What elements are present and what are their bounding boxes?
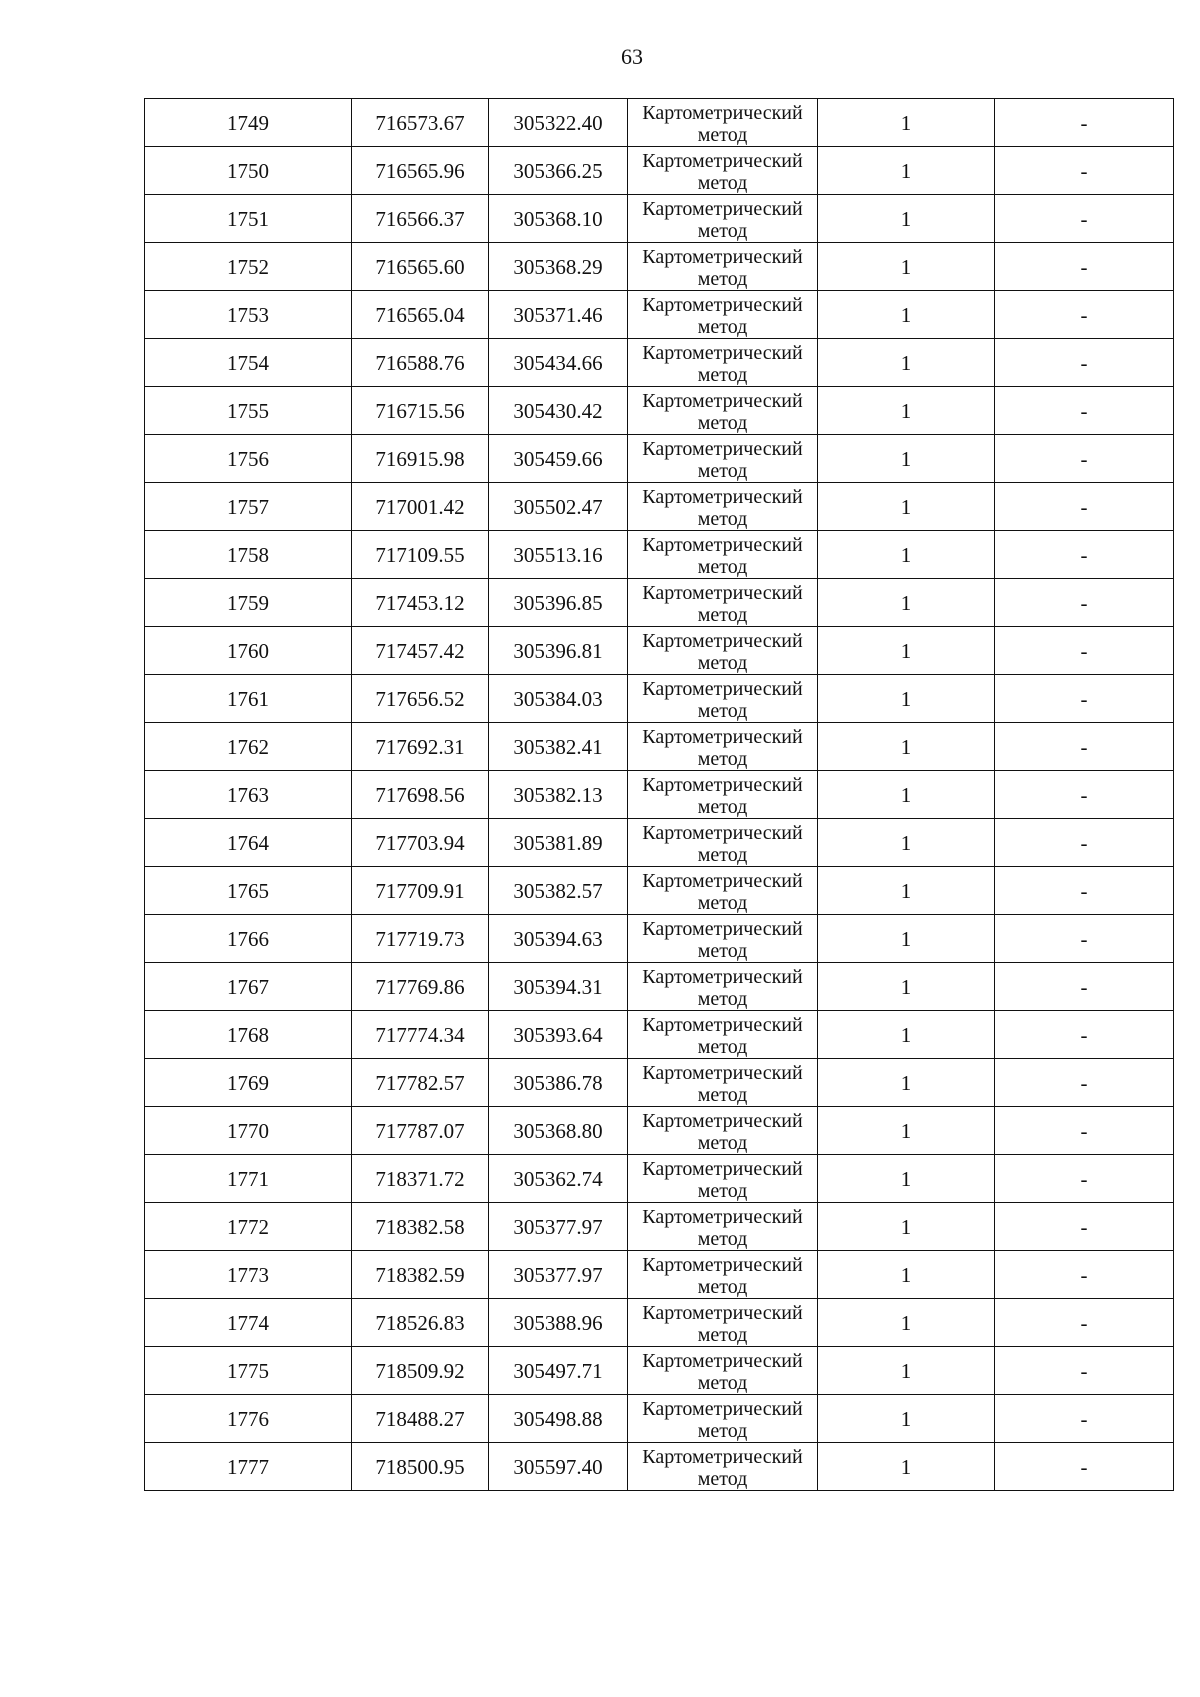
- method-line-1: Картометрический: [642, 485, 803, 508]
- note-cell: -: [995, 1107, 1174, 1155]
- table-row: [145, 1395, 1174, 1443]
- method-line-1: Картометрический: [642, 677, 803, 700]
- table-row: [145, 147, 1174, 195]
- note-cell: -: [995, 339, 1174, 387]
- table-row: [145, 243, 1174, 291]
- y-coordinate-cell: 305396.85: [489, 579, 628, 627]
- point-number-cell: 1765: [145, 867, 352, 915]
- method-line-2: метод: [697, 603, 748, 626]
- note-cell: -: [995, 723, 1174, 771]
- table-row: [145, 435, 1174, 483]
- method-line-2: метод: [697, 507, 748, 530]
- y-coordinate-cell: 305498.88: [489, 1395, 628, 1443]
- x-coordinate-cell: 717457.42: [352, 627, 489, 675]
- method-cell: [628, 291, 818, 339]
- method-cell: [628, 1059, 818, 1107]
- y-coordinate-cell: 305502.47: [489, 483, 628, 531]
- method-line-2: метод: [697, 1275, 748, 1298]
- accuracy-cell: 1: [818, 291, 995, 339]
- x-coordinate-cell: 718526.83: [352, 1299, 489, 1347]
- x-coordinate-cell: 717453.12: [352, 579, 489, 627]
- method-cell: [628, 1395, 818, 1443]
- accuracy-cell: 1: [818, 915, 995, 963]
- note-cell: -: [995, 1155, 1174, 1203]
- method-cell: [628, 387, 818, 435]
- table-row: [145, 1059, 1174, 1107]
- y-coordinate-cell: 305368.29: [489, 243, 628, 291]
- x-coordinate-cell: 717001.42: [352, 483, 489, 531]
- method-cell: [628, 675, 818, 723]
- method-cell: [628, 771, 818, 819]
- method-cell: [628, 1251, 818, 1299]
- method-line-1: Картометрический: [642, 245, 803, 268]
- note-cell: -: [995, 243, 1174, 291]
- x-coordinate-cell: 717769.86: [352, 963, 489, 1011]
- x-coordinate-cell: 717698.56: [352, 771, 489, 819]
- y-coordinate-cell: 305434.66: [489, 339, 628, 387]
- method-line-1: Картометрический: [642, 1061, 803, 1084]
- table-row: [145, 483, 1174, 531]
- point-number-cell: 1762: [145, 723, 352, 771]
- x-coordinate-cell: 718382.58: [352, 1203, 489, 1251]
- point-number-cell: 1751: [145, 195, 352, 243]
- point-number-cell: 1760: [145, 627, 352, 675]
- x-coordinate-cell: 716566.37: [352, 195, 489, 243]
- method-line-2: метод: [697, 219, 748, 242]
- point-number-cell: 1757: [145, 483, 352, 531]
- note-cell: -: [995, 147, 1174, 195]
- accuracy-cell: 1: [818, 819, 995, 867]
- method-cell: [628, 1011, 818, 1059]
- note-cell: -: [995, 675, 1174, 723]
- method-line-2: метод: [697, 459, 748, 482]
- method-line-1: Картометрический: [642, 341, 803, 364]
- y-coordinate-cell: 305597.40: [489, 1443, 628, 1491]
- accuracy-cell: 1: [818, 99, 995, 147]
- x-coordinate-cell: 718371.72: [352, 1155, 489, 1203]
- x-coordinate-cell: 717787.07: [352, 1107, 489, 1155]
- point-number-cell: 1758: [145, 531, 352, 579]
- accuracy-cell: 1: [818, 1395, 995, 1443]
- method-line-1: Картометрический: [642, 389, 803, 412]
- y-coordinate-cell: 305381.89: [489, 819, 628, 867]
- method-cell: [628, 1347, 818, 1395]
- accuracy-cell: 1: [818, 531, 995, 579]
- note-cell: -: [995, 1059, 1174, 1107]
- accuracy-cell: 1: [818, 387, 995, 435]
- point-number-cell: 1759: [145, 579, 352, 627]
- point-number-cell: 1752: [145, 243, 352, 291]
- accuracy-cell: 1: [818, 723, 995, 771]
- table-row: [145, 99, 1174, 147]
- table-row: [145, 579, 1174, 627]
- x-coordinate-cell: 718500.95: [352, 1443, 489, 1491]
- method-line-1: Картометрический: [642, 1301, 803, 1324]
- point-number-cell: 1750: [145, 147, 352, 195]
- table-row: [145, 1299, 1174, 1347]
- table-row: [145, 387, 1174, 435]
- point-number-cell: 1754: [145, 339, 352, 387]
- y-coordinate-cell: 305377.97: [489, 1251, 628, 1299]
- method-line-1: Картометрический: [642, 725, 803, 748]
- point-number-cell: 1763: [145, 771, 352, 819]
- method-cell: [628, 435, 818, 483]
- note-cell: -: [995, 291, 1174, 339]
- method-line-1: Картометрический: [642, 965, 803, 988]
- method-cell: [628, 1203, 818, 1251]
- note-cell: -: [995, 915, 1174, 963]
- note-cell: -: [995, 483, 1174, 531]
- method-cell: [628, 579, 818, 627]
- accuracy-cell: 1: [818, 867, 995, 915]
- table-row: [145, 915, 1174, 963]
- y-coordinate-cell: 305362.74: [489, 1155, 628, 1203]
- x-coordinate-cell: 716573.67: [352, 99, 489, 147]
- table-row: [145, 1347, 1174, 1395]
- point-number-cell: 1775: [145, 1347, 352, 1395]
- method-cell: [628, 627, 818, 675]
- note-cell: -: [995, 1395, 1174, 1443]
- x-coordinate-cell: 717709.91: [352, 867, 489, 915]
- table-row: [145, 723, 1174, 771]
- point-number-cell: 1769: [145, 1059, 352, 1107]
- point-number-cell: 1776: [145, 1395, 352, 1443]
- point-number-cell: 1761: [145, 675, 352, 723]
- y-coordinate-cell: 305386.78: [489, 1059, 628, 1107]
- x-coordinate-cell: 716565.96: [352, 147, 489, 195]
- method-line-2: метод: [697, 891, 748, 914]
- accuracy-cell: 1: [818, 1203, 995, 1251]
- x-coordinate-cell: 716715.56: [352, 387, 489, 435]
- x-coordinate-cell: 716915.98: [352, 435, 489, 483]
- point-number-cell: 1767: [145, 963, 352, 1011]
- accuracy-cell: 1: [818, 339, 995, 387]
- point-number-cell: 1774: [145, 1299, 352, 1347]
- note-cell: -: [995, 1251, 1174, 1299]
- y-coordinate-cell: 305394.31: [489, 963, 628, 1011]
- point-number-cell: 1766: [145, 915, 352, 963]
- note-cell: -: [995, 1011, 1174, 1059]
- note-cell: -: [995, 867, 1174, 915]
- method-line-1: Картометрический: [642, 197, 803, 220]
- method-cell: [628, 867, 818, 915]
- y-coordinate-cell: 305459.66: [489, 435, 628, 483]
- point-number-cell: 1755: [145, 387, 352, 435]
- method-line-1: Картометрический: [642, 149, 803, 172]
- accuracy-cell: 1: [818, 1443, 995, 1491]
- method-line-2: метод: [697, 267, 748, 290]
- table-row: [145, 1203, 1174, 1251]
- method-cell: [628, 531, 818, 579]
- method-line-2: метод: [697, 123, 748, 146]
- note-cell: -: [995, 771, 1174, 819]
- method-line-1: Картометрический: [642, 869, 803, 892]
- table-row: [145, 1155, 1174, 1203]
- accuracy-cell: 1: [818, 1107, 995, 1155]
- method-line-2: метод: [697, 1419, 748, 1442]
- x-coordinate-cell: 716565.60: [352, 243, 489, 291]
- method-line-2: метод: [697, 1179, 748, 1202]
- method-line-1: Картометрический: [642, 1205, 803, 1228]
- point-number-cell: 1756: [145, 435, 352, 483]
- method-line-2: метод: [697, 555, 748, 578]
- note-cell: -: [995, 387, 1174, 435]
- y-coordinate-cell: 305396.81: [489, 627, 628, 675]
- method-cell: [628, 1299, 818, 1347]
- method-cell: [628, 1155, 818, 1203]
- x-coordinate-cell: 718488.27: [352, 1395, 489, 1443]
- method-cell: [628, 963, 818, 1011]
- accuracy-cell: 1: [818, 1155, 995, 1203]
- table-row: [145, 771, 1174, 819]
- note-cell: -: [995, 579, 1174, 627]
- method-line-2: метод: [697, 987, 748, 1010]
- method-line-1: Картометрический: [642, 917, 803, 940]
- method-line-2: метод: [697, 171, 748, 194]
- method-line-1: Картометрический: [642, 437, 803, 460]
- x-coordinate-cell: 717782.57: [352, 1059, 489, 1107]
- method-cell: [628, 1107, 818, 1155]
- accuracy-cell: 1: [818, 771, 995, 819]
- accuracy-cell: 1: [818, 1011, 995, 1059]
- method-line-2: метод: [697, 363, 748, 386]
- note-cell: -: [995, 1299, 1174, 1347]
- point-number-cell: 1773: [145, 1251, 352, 1299]
- accuracy-cell: 1: [818, 579, 995, 627]
- table-row: [145, 963, 1174, 1011]
- method-line-2: метод: [697, 651, 748, 674]
- x-coordinate-cell: 717656.52: [352, 675, 489, 723]
- point-number-cell: 1753: [145, 291, 352, 339]
- y-coordinate-cell: 305382.13: [489, 771, 628, 819]
- x-coordinate-cell: 717719.73: [352, 915, 489, 963]
- method-line-1: Картометрический: [642, 1253, 803, 1276]
- y-coordinate-cell: 305393.64: [489, 1011, 628, 1059]
- accuracy-cell: 1: [818, 627, 995, 675]
- y-coordinate-cell: 305368.10: [489, 195, 628, 243]
- point-number-cell: 1764: [145, 819, 352, 867]
- method-line-1: Картометрический: [642, 821, 803, 844]
- table-row: [145, 1251, 1174, 1299]
- accuracy-cell: 1: [818, 675, 995, 723]
- method-cell: [628, 147, 818, 195]
- table-row: [145, 195, 1174, 243]
- method-cell: [628, 723, 818, 771]
- table-row: [145, 1107, 1174, 1155]
- table-row: [145, 675, 1174, 723]
- method-line-2: метод: [697, 411, 748, 434]
- note-cell: -: [995, 435, 1174, 483]
- accuracy-cell: 1: [818, 1059, 995, 1107]
- y-coordinate-cell: 305382.57: [489, 867, 628, 915]
- point-number-cell: 1771: [145, 1155, 352, 1203]
- x-coordinate-cell: 717692.31: [352, 723, 489, 771]
- method-line-1: Картометрический: [642, 629, 803, 652]
- method-line-1: Картометрический: [642, 1013, 803, 1036]
- method-line-1: Картометрический: [642, 293, 803, 316]
- point-number-cell: 1768: [145, 1011, 352, 1059]
- y-coordinate-cell: 305497.71: [489, 1347, 628, 1395]
- note-cell: -: [995, 531, 1174, 579]
- y-coordinate-cell: 305388.96: [489, 1299, 628, 1347]
- x-coordinate-cell: 717703.94: [352, 819, 489, 867]
- accuracy-cell: 1: [818, 1251, 995, 1299]
- note-cell: -: [995, 819, 1174, 867]
- point-number-cell: 1772: [145, 1203, 352, 1251]
- method-line-1: Картометрический: [642, 1349, 803, 1372]
- point-number-cell: 1749: [145, 99, 352, 147]
- method-line-2: метод: [697, 1035, 748, 1058]
- x-coordinate-cell: 718509.92: [352, 1347, 489, 1395]
- method-line-2: метод: [697, 747, 748, 770]
- method-cell: [628, 483, 818, 531]
- method-line-1: Картометрический: [642, 773, 803, 796]
- method-cell: [628, 915, 818, 963]
- method-line-1: Картометрический: [642, 1157, 803, 1180]
- method-line-1: Картометрический: [642, 1397, 803, 1420]
- method-cell: [628, 243, 818, 291]
- accuracy-cell: 1: [818, 483, 995, 531]
- y-coordinate-cell: 305384.03: [489, 675, 628, 723]
- x-coordinate-cell: 718382.59: [352, 1251, 489, 1299]
- y-coordinate-cell: 305322.40: [489, 99, 628, 147]
- table-row: [145, 1011, 1174, 1059]
- table-row: [145, 531, 1174, 579]
- note-cell: -: [995, 99, 1174, 147]
- method-line-2: метод: [697, 843, 748, 866]
- point-number-cell: 1777: [145, 1443, 352, 1491]
- note-cell: -: [995, 1443, 1174, 1491]
- y-coordinate-cell: 305366.25: [489, 147, 628, 195]
- page-number: 63: [621, 44, 643, 69]
- accuracy-cell: 1: [818, 963, 995, 1011]
- table-row: [145, 819, 1174, 867]
- method-line-1: Картометрический: [642, 1445, 803, 1468]
- point-number-cell: 1770: [145, 1107, 352, 1155]
- method-line-2: метод: [697, 1083, 748, 1106]
- method-cell: [628, 99, 818, 147]
- accuracy-cell: 1: [818, 147, 995, 195]
- y-coordinate-cell: 305430.42: [489, 387, 628, 435]
- accuracy-cell: 1: [818, 1299, 995, 1347]
- accuracy-cell: 1: [818, 435, 995, 483]
- method-line-2: метод: [697, 1467, 748, 1490]
- note-cell: -: [995, 1203, 1174, 1251]
- method-line-1: Картометрический: [642, 533, 803, 556]
- y-coordinate-cell: 305382.41: [489, 723, 628, 771]
- table-row: [145, 339, 1174, 387]
- accuracy-cell: 1: [818, 1347, 995, 1395]
- y-coordinate-cell: 305371.46: [489, 291, 628, 339]
- method-cell: [628, 339, 818, 387]
- x-coordinate-cell: 717774.34: [352, 1011, 489, 1059]
- accuracy-cell: 1: [818, 243, 995, 291]
- method-cell: [628, 195, 818, 243]
- y-coordinate-cell: 305368.80: [489, 1107, 628, 1155]
- note-cell: -: [995, 1347, 1174, 1395]
- table-row: [145, 627, 1174, 675]
- table-row: [145, 1443, 1174, 1491]
- method-line-2: метод: [697, 795, 748, 818]
- x-coordinate-cell: 716588.76: [352, 339, 489, 387]
- method-line-2: метод: [697, 1131, 748, 1154]
- method-line-2: метод: [697, 699, 748, 722]
- coordinates-table-body: [145, 99, 1174, 1491]
- y-coordinate-cell: 305394.63: [489, 915, 628, 963]
- method-line-2: метод: [697, 1227, 748, 1250]
- method-line-2: метод: [697, 315, 748, 338]
- method-line-2: метод: [697, 1371, 748, 1394]
- method-line-1: Картометрический: [642, 1109, 803, 1132]
- note-cell: -: [995, 627, 1174, 675]
- method-line-1: Картометрический: [642, 101, 803, 124]
- note-cell: -: [995, 963, 1174, 1011]
- x-coordinate-cell: 717109.55: [352, 531, 489, 579]
- method-line-2: метод: [697, 939, 748, 962]
- method-cell: [628, 819, 818, 867]
- note-cell: -: [995, 195, 1174, 243]
- table-row: [145, 291, 1174, 339]
- y-coordinate-cell: 305377.97: [489, 1203, 628, 1251]
- x-coordinate-cell: 716565.04: [352, 291, 489, 339]
- method-cell: [628, 1443, 818, 1491]
- coordinates-table: [144, 98, 1174, 1491]
- y-coordinate-cell: 305513.16: [489, 531, 628, 579]
- method-line-2: метод: [697, 1323, 748, 1346]
- accuracy-cell: 1: [818, 195, 995, 243]
- table-row: [145, 867, 1174, 915]
- method-line-1: Картометрический: [642, 581, 803, 604]
